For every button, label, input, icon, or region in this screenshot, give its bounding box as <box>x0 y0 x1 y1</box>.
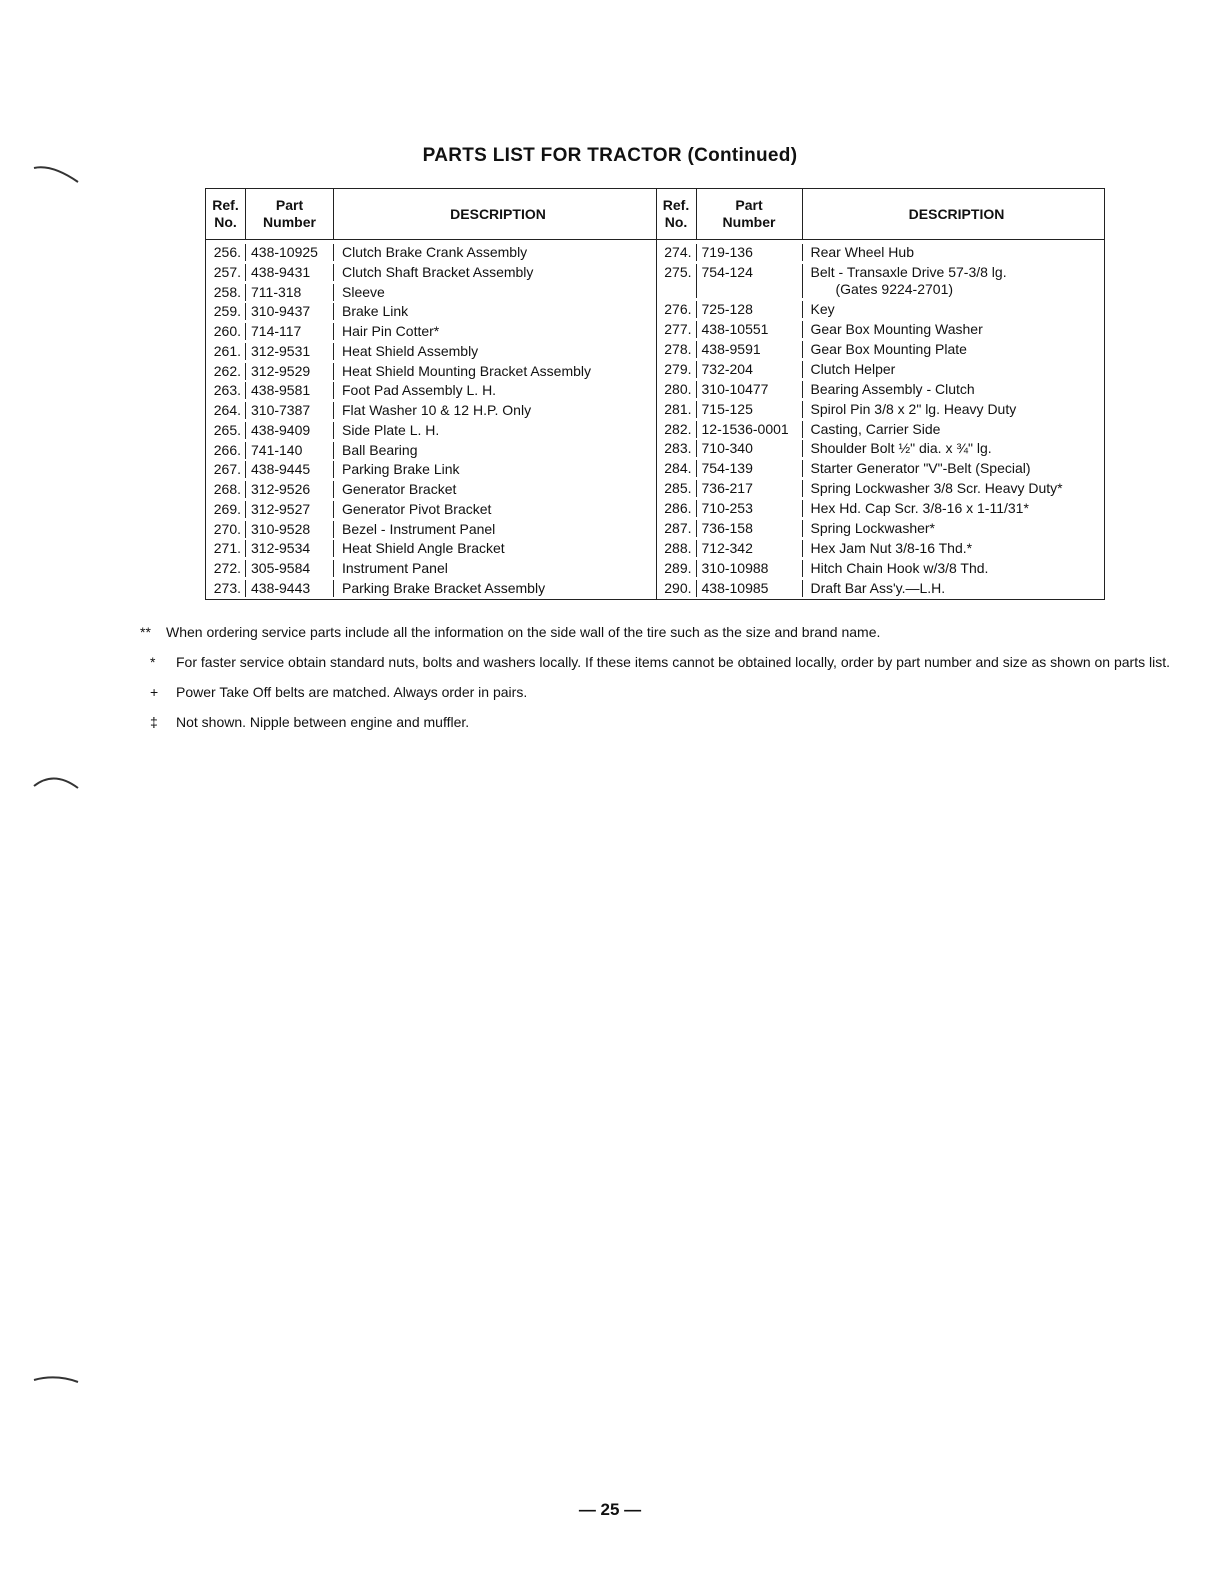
description-cell <box>334 264 654 281</box>
description-cell <box>334 580 654 597</box>
part-number-cell: 305-9584 <box>246 560 334 577</box>
description-cell <box>803 560 1103 577</box>
part-number-cell: 438-10985 <box>697 580 803 597</box>
description-cell <box>803 361 1103 378</box>
part-number-cell: 438-9591 <box>697 341 803 358</box>
description-cell <box>334 402 654 419</box>
table-row <box>206 244 656 261</box>
part-number-cell: 754-124 <box>697 264 803 298</box>
description-text: Bearing Assembly - Clutch <box>810 380 975 397</box>
footnotes <box>140 622 1180 742</box>
ref-no-cell: 271. <box>206 540 246 557</box>
ref-no-cell: 288. <box>657 540 697 557</box>
description-cell <box>334 382 654 399</box>
description-text: Key <box>810 300 835 317</box>
part-number-cell: 714-117 <box>246 323 334 340</box>
part-number-cell: 310-10988 <box>697 560 803 577</box>
description-cell <box>334 363 654 380</box>
description-cell <box>334 343 654 360</box>
part-number-cell: 12-1536-0001 <box>697 421 803 438</box>
ref-no-cell: 279. <box>657 361 697 378</box>
description-cell <box>334 540 654 557</box>
table-row <box>206 442 656 459</box>
ref-no-cell: 273. <box>206 580 246 597</box>
ref-no-cell: 264. <box>206 402 246 419</box>
header-ref-no: Ref. No. <box>657 189 697 239</box>
part-number-cell: 310-10477 <box>697 381 803 398</box>
table-body-right <box>657 240 1105 599</box>
description-cell <box>803 580 1103 597</box>
header-description: DESCRIPTION <box>450 205 546 222</box>
table-body-left <box>206 240 656 599</box>
part-number-cell: 438-9443 <box>246 580 334 597</box>
ref-no-cell: 262. <box>206 363 246 380</box>
description-cell <box>803 244 1103 261</box>
ref-no-cell: 258. <box>206 284 246 301</box>
description-text: Starter Generator "V"-Belt (Special) <box>810 460 1031 477</box>
table-row <box>657 401 1105 418</box>
ref-no-cell: 261. <box>206 343 246 360</box>
description-text: Ball Bearing <box>342 441 418 458</box>
description-cell <box>334 481 654 498</box>
description-cell <box>803 381 1103 398</box>
description-cell <box>803 421 1103 438</box>
table-row <box>657 560 1105 577</box>
table-row <box>206 343 656 360</box>
ref-no-cell: 272. <box>206 560 246 577</box>
table-row <box>657 440 1105 457</box>
description-text: Clutch Helper <box>810 360 896 377</box>
description-cell <box>803 540 1103 557</box>
footnote-text: Power Take Off belts are matched. Always order in pairs. <box>176 684 528 700</box>
ref-no-cell: 268. <box>206 481 246 498</box>
ref-no-cell: 284. <box>657 460 697 477</box>
ref-no-cell: 281. <box>657 401 697 418</box>
description-text: Hitch Chain Hook w/3/8 Thd. <box>810 560 989 577</box>
description-text: Heat Shield Mounting Bracket Assembly <box>342 362 592 379</box>
description-cell <box>803 301 1103 318</box>
part-number-cell: 736-217 <box>697 480 803 497</box>
description-text: Hex Jam Nut 3/8-16 Thd.* <box>810 540 973 557</box>
footnote-text: Not shown. Nipple between engine and muffler. <box>176 714 470 730</box>
description-text: Parking Brake Link <box>342 461 460 478</box>
description-cell <box>334 521 654 538</box>
description-cell <box>334 284 654 301</box>
description-cell <box>803 401 1103 418</box>
table-row <box>206 501 656 518</box>
ref-no-cell: 280. <box>657 381 697 398</box>
table-row <box>657 540 1105 557</box>
ref-no-cell: 286. <box>657 500 697 517</box>
header-part-number: Part Number <box>697 189 803 239</box>
part-number-cell: 710-340 <box>697 440 803 457</box>
part-number-cell: 736-158 <box>697 520 803 537</box>
footnote-mark: * <box>150 654 156 670</box>
part-number-cell: 438-9431 <box>246 264 334 281</box>
table-row <box>206 540 656 557</box>
table-row <box>657 421 1105 438</box>
description-cell <box>803 480 1103 497</box>
table-header-right <box>657 189 1105 240</box>
description-cell <box>334 442 654 459</box>
table-row <box>657 460 1105 477</box>
footnote <box>140 712 1180 732</box>
ref-no-cell: 263. <box>206 382 246 399</box>
ref-no-cell: 256. <box>206 244 246 261</box>
table-row <box>206 284 656 301</box>
description-cell <box>803 341 1103 358</box>
ref-no-cell: 278. <box>657 341 697 358</box>
part-number-cell: 754-139 <box>697 460 803 477</box>
ref-no-cell: 277. <box>657 321 697 338</box>
description-text: Brake Link <box>342 303 409 320</box>
table-row <box>206 521 656 538</box>
ref-no-cell: 285. <box>657 480 697 497</box>
description-cell <box>334 244 654 261</box>
description-text: Generator Bracket <box>342 481 457 497</box>
description-text: Rear Wheel Hub <box>810 244 914 260</box>
part-number-cell: 310-9437 <box>246 303 334 320</box>
description-cell <box>803 440 1103 457</box>
description-cell <box>803 321 1103 338</box>
description-text: Belt - Transaxle Drive 57-3/8 lg. <box>810 263 1007 280</box>
description-cell <box>334 422 654 439</box>
part-number-cell: 712-342 <box>697 540 803 557</box>
table-row <box>206 422 656 439</box>
description-text: Gear Box Mounting Washer <box>810 320 983 337</box>
ref-no-cell: 290. <box>657 580 697 597</box>
page-number: — 25 — <box>578 1500 642 1519</box>
description-cell <box>334 323 654 340</box>
footnote-text: For faster service obtain standard nuts, bolts and washers locally. If these items cannot be obtained locally, order by part number and size as shown on parts list. <box>176 654 1170 670</box>
part-number-cell: 438-10551 <box>697 321 803 338</box>
part-number-cell: 312-9526 <box>246 481 334 498</box>
part-number-cell: 310-7387 <box>246 402 334 419</box>
table-row <box>206 481 656 498</box>
ref-no-cell: 289. <box>657 560 697 577</box>
part-number-cell: 732-204 <box>697 361 803 378</box>
part-number-cell: 438-9445 <box>246 461 334 478</box>
table-row <box>206 264 656 281</box>
footnote <box>140 622 1180 642</box>
parts-table <box>205 188 1105 600</box>
table-row <box>657 520 1105 537</box>
part-number-cell: 312-9531 <box>246 343 334 360</box>
description-text: Foot Pad Assembly L. H. <box>342 382 497 399</box>
ref-no-cell: 265. <box>206 422 246 439</box>
description-text: Bezel - Instrument Panel <box>342 520 496 537</box>
description-text: Heat Shield Angle Bracket <box>342 540 505 557</box>
footnote-text: When ordering service parts include all the information on the side wall of the tire such as the size and brand name. <box>166 624 881 640</box>
table-row <box>206 461 656 478</box>
table-row <box>657 341 1105 358</box>
ref-no-cell: 257. <box>206 264 246 281</box>
description-text: Casting, Carrier Side <box>810 420 941 437</box>
footnote-mark: ** <box>140 624 151 640</box>
ref-no-cell: 259. <box>206 303 246 320</box>
part-number-cell: 312-9534 <box>246 540 334 557</box>
description-text: Spring Lockwasher 3/8 Scr. Heavy Duty* <box>810 480 1063 497</box>
table-header-left <box>206 189 656 240</box>
part-number-cell: 438-9409 <box>246 422 334 439</box>
table-row <box>657 244 1105 261</box>
table-row <box>206 580 656 597</box>
description-cell <box>334 461 654 478</box>
table-row <box>657 361 1105 378</box>
footnote-mark: + <box>150 684 159 700</box>
description-text: Clutch Shaft Bracket Assembly <box>342 263 534 280</box>
description-text: Gear Box Mounting Plate <box>810 340 967 357</box>
parts-table-right <box>657 189 1105 599</box>
description-text: Parking Brake Bracket Assembly <box>342 579 546 596</box>
header-ref-no: Ref. No. <box>206 189 246 239</box>
ref-no-cell: 266. <box>206 442 246 459</box>
description-cell <box>334 303 654 320</box>
part-number-cell: 312-9527 <box>246 501 334 518</box>
ref-no-cell: 287. <box>657 520 697 537</box>
table-row <box>206 402 656 419</box>
page-title: PARTS LIST FOR TRACTOR (Continued) <box>422 145 798 166</box>
ref-no-cell: 269. <box>206 501 246 518</box>
description-text: Clutch Brake Crank Assembly <box>342 244 528 260</box>
table-row <box>657 500 1105 517</box>
description-text: Draft Bar Ass'y.—L.H. <box>810 580 946 596</box>
part-number-cell: 715-125 <box>697 401 803 418</box>
header-description: DESCRIPTION <box>908 205 1005 222</box>
table-row <box>206 560 656 577</box>
description-text: Side Plate L. H. <box>342 421 440 438</box>
description-text: Hex Hd. Cap Scr. 3/8-16 x 1-11/31* <box>810 500 1029 517</box>
description-text: Generator Pivot Bracket <box>342 500 492 517</box>
description-text: Instrument Panel <box>342 560 448 576</box>
description-cell <box>803 264 1103 298</box>
part-number-cell: 710-253 <box>697 500 803 517</box>
ref-no-cell: 260. <box>206 323 246 340</box>
table-row <box>657 301 1105 318</box>
table-row <box>657 381 1105 398</box>
ref-no-cell: 283. <box>657 440 697 457</box>
description-text-continued: (Gates 9224-2701) <box>835 280 954 297</box>
part-number-cell: 719-136 <box>697 244 803 261</box>
description-text: Flat Washer 10 & 12 H.P. Only <box>342 402 532 418</box>
description-cell <box>803 500 1103 517</box>
footnote <box>140 652 1180 672</box>
table-row <box>657 480 1105 497</box>
ref-no-cell: 274. <box>657 244 697 261</box>
part-number-cell: 312-9529 <box>246 363 334 380</box>
ref-no-cell: 276. <box>657 301 697 318</box>
part-number-cell: 711-318 <box>246 284 334 301</box>
footnote <box>140 682 1180 702</box>
parts-table-left <box>206 189 657 599</box>
description-text: Spirol Pin 3/8 x 2" lg. Heavy Duty <box>810 400 1017 417</box>
table-row <box>657 321 1105 338</box>
table-row <box>206 363 656 380</box>
part-number-cell: 741-140 <box>246 442 334 459</box>
description-cell <box>803 460 1103 477</box>
description-cell <box>334 560 654 577</box>
table-row <box>206 382 656 399</box>
description-text: Sleeve <box>342 283 385 300</box>
ref-no-cell: 267. <box>206 461 246 478</box>
table-row <box>657 264 1105 298</box>
ref-no-cell: 275. <box>657 264 697 298</box>
description-text: Spring Lockwasher* <box>810 520 936 537</box>
ref-no-cell: 282. <box>657 421 697 438</box>
scan-mark-middle <box>32 768 82 792</box>
table-row <box>206 303 656 320</box>
part-number-cell: 438-9581 <box>246 382 334 399</box>
footnote-mark: ‡ <box>150 714 158 730</box>
table-row <box>206 323 656 340</box>
scan-mark-bottom <box>32 1368 82 1388</box>
description-text: Heat Shield Assembly <box>342 342 479 359</box>
header-part-number: Part Number <box>246 189 334 239</box>
table-row <box>657 580 1105 597</box>
ref-no-cell: 270. <box>206 521 246 538</box>
part-number-cell: 438-10925 <box>246 244 334 261</box>
description-text: Shoulder Bolt ½" dia. x ¾" lg. <box>810 440 992 457</box>
description-text: Hair Pin Cotter* <box>342 323 440 339</box>
part-number-cell: 725-128 <box>697 301 803 318</box>
description-cell <box>803 520 1103 537</box>
part-number-cell: 310-9528 <box>246 521 334 538</box>
description-cell <box>334 501 654 518</box>
